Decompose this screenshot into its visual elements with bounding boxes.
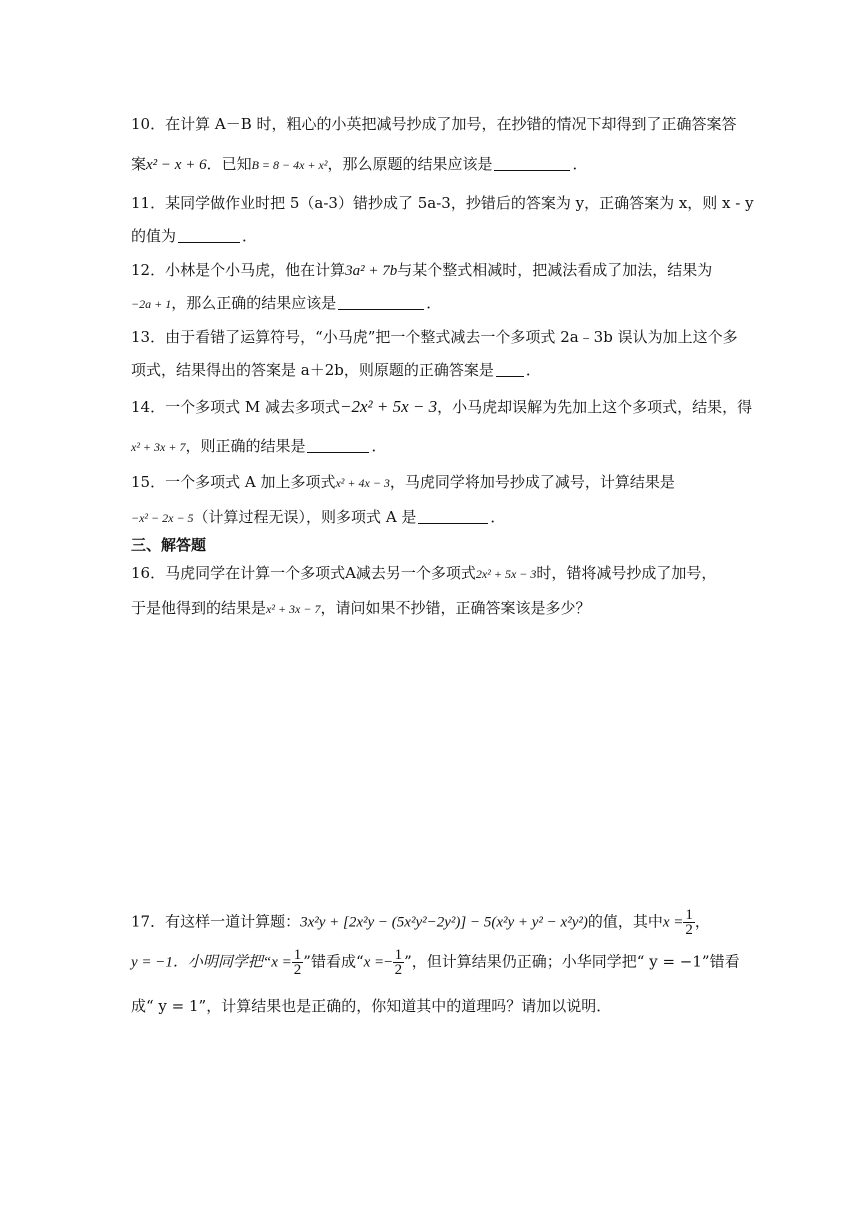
q17-fraction (683, 908, 695, 937)
q16-text-3: ，请问如果不抄错，正确答案该是多少？ (320, 599, 591, 617)
q13-line2 (131, 360, 541, 380)
q10-text: 案 (131, 155, 147, 173)
q16-expr2: x² + 3x − 7 (266, 602, 321, 616)
q10-line2 (131, 154, 588, 175)
q12-expr1: 3a² + 7b (345, 263, 398, 279)
q17-expr: 3x²y + [2x²y − (5x²y²−2y²)] − 5(x²y + y² − x²y²) (300, 914, 588, 931)
q13-answer-blank[interactable] (496, 362, 524, 377)
section-title: 三、解答题 (131, 536, 207, 554)
q17-text-c: ”，但计算结果仍正确；小华同学把“ y = −1”错看 (404, 952, 740, 971)
q13-end: ． (525, 361, 541, 379)
q17-line1: 17．有这样一道计算题：3x²y + [2x²y − (5x²y²−2y²)] − 5(x²y + y² − x²y²)的值，其中x = $\frac{1}{2}$ ， (131, 907, 710, 938)
q15-expr2: −x² − 2x − 5 (131, 511, 194, 525)
q14-text-2: ，则正确的结果是 (185, 437, 306, 455)
q17-x-eq-2: x = (271, 954, 292, 971)
q16-text: 16．马虎同学在计算一个多项式A减去另一个多项式 (131, 564, 476, 582)
fraction-numerator: 1 (293, 947, 302, 963)
q15-answer-blank[interactable] (418, 509, 488, 524)
q15-text-2: （计算过程无误），则多项式 A 是 (193, 508, 417, 526)
q12-answer-blank[interactable] (338, 295, 424, 310)
q10-line1: 10．在计算 A－B 时，粗心的小英把减号抄成了加号，在抄错的情况下却得到了正确答案答 (131, 115, 737, 133)
q10-answer-blank[interactable] (494, 156, 570, 171)
q14-line2 (131, 436, 386, 457)
q14-answer-blank[interactable] (307, 438, 369, 453)
q17-text: 17．有这样一道计算题： (131, 912, 301, 931)
q10-expr1: x² − x + 6 (146, 157, 207, 173)
q16-line1 (131, 563, 716, 584)
q17-fraction-3 (393, 948, 405, 977)
q14-expr1: −2x² + 5x − 3 (339, 397, 438, 416)
fraction-denominator: 2 (394, 962, 403, 978)
q14-text: 14．一个多项式 M 减去多项式 (131, 398, 340, 416)
q13-line1: 13．由于看错了运算符号，“小马虎”把一个整式减去一个多项式 2a﹣3b 误认为加上这个多 (131, 328, 738, 346)
q11-line2 (131, 226, 257, 246)
q12-line2 (131, 293, 441, 314)
q16-text-suffix: 时，错将减号抄成了加号， (536, 564, 717, 582)
q12-text-2: ，那么正确的结果应该是 (171, 294, 337, 312)
q17-text-b: ”错看成“ (303, 952, 364, 971)
q10-expr2: B = 8 − 4x + x² (251, 158, 328, 172)
fraction-numerator: 1 (394, 947, 403, 963)
q12-end: ． (426, 294, 442, 312)
fraction-denominator: 2 (685, 922, 693, 938)
q11-line1: 11．某同学做作业时把 5（a-3）错抄成了 5a-3，抄错后的答案为 y，正确答案为 x，则 x - y (131, 194, 754, 212)
q15-text-suffix: ，马虎同学将加号抄成了减号，计算结果是 (389, 473, 675, 491)
q15-expr1: x² + 4x − 3 (335, 476, 390, 490)
q12-text: 12．小林是个小马虎，他在计算 (131, 261, 346, 279)
q10-text-mid: ．已知 (206, 155, 252, 173)
q12-line1 (131, 260, 712, 281)
q17-x-eq-3: x = (363, 954, 385, 971)
q17-line3: 成“ y = 1”，计算结果也是正确的，你知道其中的道理吗？请加以说明． (131, 997, 612, 1015)
q11-answer-blank[interactable] (178, 228, 240, 243)
fraction-numerator: 1 (685, 907, 693, 923)
q14-line1 (131, 397, 752, 417)
q11-text: 的值为 (131, 227, 177, 245)
q12-expr2: −2a + 1 (131, 297, 172, 311)
q10-end: ． (572, 155, 588, 173)
q17-fraction-2 (292, 948, 304, 977)
q17-x-eq: x = (662, 914, 684, 931)
fraction-denominator: 2 (293, 962, 302, 978)
q15-text: 15．一个多项式 A 加上多项式 (131, 473, 336, 491)
q14-text-suffix: ，小马虎却误解为先加上这个多项式，结果，得 (437, 398, 753, 416)
q11-end: ． (242, 227, 258, 245)
q14-end: ． (371, 437, 387, 455)
q16-expr1: 2x² + 5x − 3 (475, 567, 537, 581)
q17-text-a: y = −1．小明同学把“ (131, 954, 272, 971)
q10-text-suffix: ，那么原题的结果应该是 (327, 155, 493, 173)
q17-line2: y = −1．小明同学把“x = $\frac{1}{2}$ ”错看成“x =− $\frac{1}{2}$ ”，但计算结果仍正确；小华同学把“ y = −1”错看 (131, 947, 740, 978)
q15-line1 (131, 472, 675, 493)
q17-text-mid: 的值，其中 (587, 912, 663, 931)
q16-text-2: 于是他得到的结果是 (131, 599, 267, 617)
q16-line2 (131, 598, 590, 619)
q15-end: ． (490, 508, 506, 526)
q15-line2 (131, 507, 505, 528)
q14-expr2: x² + 3x + 7 (131, 440, 186, 454)
q12-text-suffix: 与某个整式相减时，把减法看成了加法，结果为 (397, 261, 713, 279)
q13-text: 项式，结果得出的答案是 a＋2b，则原题的正确答案是 (131, 361, 494, 379)
